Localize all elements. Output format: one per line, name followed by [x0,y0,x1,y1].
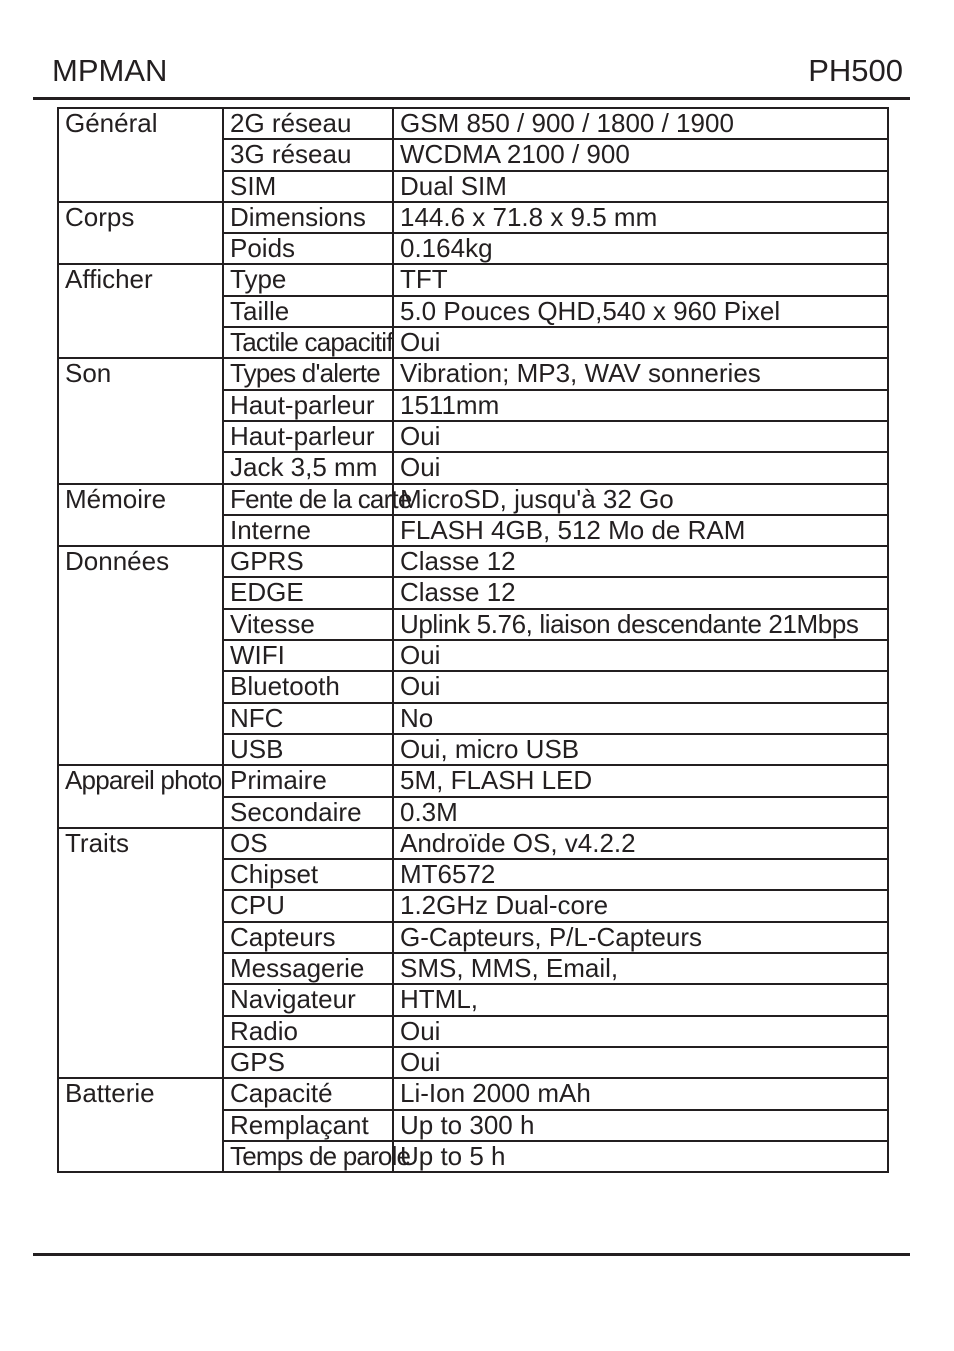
spec-label: Poids [223,233,393,264]
spec-value: MT6572 [393,859,888,890]
spec-label: Secondaire [223,797,393,828]
spec-value: Uplink 5.76, liaison descendante 21Mbps [393,609,888,640]
spec-value: Oui [393,1016,888,1047]
spec-group-label: Données [58,546,223,765]
spec-value: Up to 5 h [393,1141,888,1172]
spec-label: Dimensions [223,202,393,233]
spec-label: NFC [223,703,393,734]
spec-value: Oui, micro USB [393,734,888,765]
spec-value: Classe 12 [393,546,888,577]
spec-value: Oui [393,671,888,702]
spec-value: GSM 850 / 900 / 1800 / 1900 [393,108,888,139]
table-row [58,484,888,515]
spec-value: G-Capteurs, P/L-Capteurs [393,922,888,953]
spec-group-label: Général [58,108,223,202]
spec-value: Li-Ion 2000 mAh [393,1078,888,1109]
spec-value: Oui [393,452,888,483]
spec-label: Jack 3,5 mm [223,452,393,483]
spec-value: MicroSD, jusqu'à 32 Go [393,484,888,515]
page-header [33,50,910,100]
spec-label: SIM [223,171,393,202]
spec-label: Taille [223,296,393,327]
spec-label: GPS [223,1047,393,1078]
spec-label: Fente de la carte [223,484,393,515]
spec-value: Oui [393,1047,888,1078]
spec-value: Classe 12 [393,577,888,608]
spec-label: Type [223,264,393,295]
spec-label: EDGE [223,577,393,608]
footer-divider [33,1253,910,1256]
table-row [58,546,888,577]
spec-value: Androïde OS, v4.2.2 [393,828,888,859]
spec-group-label: Batterie [58,1078,223,1172]
table-row [58,765,888,796]
table-row [58,1078,888,1109]
spec-table-body [58,108,888,1172]
table-row [58,108,888,139]
spec-label: Messagerie [223,953,393,984]
spec-value: TFT [393,264,888,295]
spec-label: Navigateur [223,984,393,1015]
spec-value: No [393,703,888,734]
spec-label: Chipset [223,859,393,890]
spec-label: Primaire [223,765,393,796]
spec-value: 1.2GHz Dual-core [393,890,888,921]
spec-label: GPRS [223,546,393,577]
spec-value: Oui [393,421,888,452]
spec-label: OS [223,828,393,859]
spec-value: 1511mm [393,390,888,421]
spec-label: Temps de parole [223,1141,393,1172]
brand-name: MPMAN [52,53,168,88]
spec-value: Oui [393,327,888,358]
spec-value: Up to 300 h [393,1110,888,1141]
spec-group-label: Traits [58,828,223,1078]
spec-value: 5M, FLASH LED [393,765,888,796]
spec-label: Types d'alerte [223,358,393,389]
spec-label: Capacité [223,1078,393,1109]
spec-label: 3G réseau [223,139,393,170]
spec-value: 144.6 x 71.8 x 9.5 mm [393,202,888,233]
spec-label: 2G réseau [223,108,393,139]
spec-label: Radio [223,1016,393,1047]
spec-group-label: Appareil photo [58,765,223,828]
spec-label: CPU [223,890,393,921]
table-row [58,202,888,233]
spec-label: Haut-parleur [223,421,393,452]
spec-label: Interne [223,515,393,546]
spec-label: WIFI [223,640,393,671]
spec-group-label: Mémoire [58,484,223,547]
spec-label: Vitesse [223,609,393,640]
spec-table [57,107,889,1173]
table-row [58,358,888,389]
spec-label: Capteurs [223,922,393,953]
table-row [58,828,888,859]
spec-label: Bluetooth [223,671,393,702]
model-name: PH500 [808,53,903,88]
spec-label: Remplaçant [223,1110,393,1141]
spec-label: Tactile capacitif [223,327,393,358]
spec-value: FLASH 4GB, 512 Mo de RAM [393,515,888,546]
spec-group-label: Corps [58,202,223,265]
spec-value: WCDMA 2100 / 900 [393,139,888,170]
spec-label: Haut-parleur [223,390,393,421]
spec-value: 0.164kg [393,233,888,264]
spec-value: 0.3M [393,797,888,828]
spec-value: SMS, MMS, Email, [393,953,888,984]
spec-label: USB [223,734,393,765]
spec-value: Oui [393,640,888,671]
spec-value: Dual SIM [393,171,888,202]
spec-value: HTML, [393,984,888,1015]
spec-value: 5.0 Pouces QHD,540 x 960 Pixel [393,296,888,327]
table-row [58,264,888,295]
spec-value: Vibration; MP3, WAV sonneries [393,358,888,389]
spec-group-label: Son [58,358,223,483]
spec-group-label: Afficher [58,264,223,358]
